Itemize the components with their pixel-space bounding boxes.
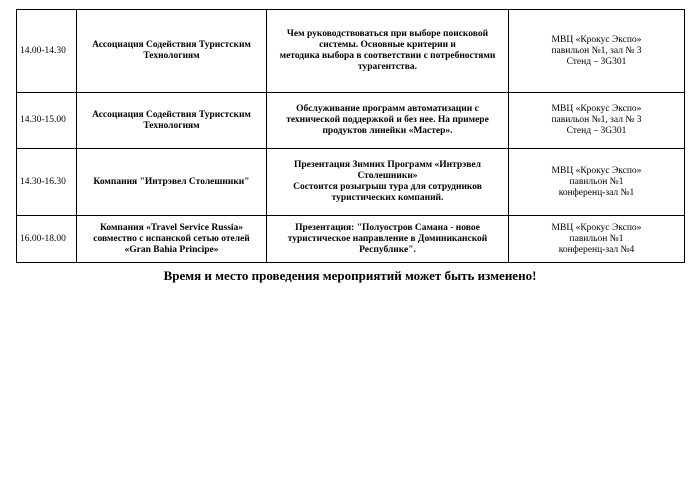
topic-line: Презентация: "Полуостров Самана - новое xyxy=(295,222,480,233)
topic-cell xyxy=(267,216,509,263)
organizer-line: Ассоциация Содействия Туристским xyxy=(92,109,251,120)
topic-line: Состоится розыгрыш тура для сотрудников xyxy=(293,182,482,192)
topic-line: Чем руководствоваться при выборе поисковой xyxy=(286,29,489,39)
organizer-line: Технологиям xyxy=(143,51,200,61)
venue-line: МВЦ «Крокус Экспо» xyxy=(551,34,642,45)
time-cell: 14.00-14.30 xyxy=(17,10,77,93)
organizer-line: «Gran Bahia Principe» xyxy=(124,244,219,255)
organizer-line: Компания "Интрэвел Столешники" xyxy=(93,176,250,187)
organizer-line: Технологиям xyxy=(143,120,200,131)
venue-line: павильон №1 xyxy=(569,233,624,244)
organizer-line: совместно с испанской сетью отелей xyxy=(93,233,250,244)
venue-cell xyxy=(509,10,685,93)
organizer-line: Ассоциация Содействия Туристским xyxy=(92,40,251,50)
topic-line: туристических компаний. xyxy=(331,193,444,203)
topic-line: методика выбора в соответствии с потребностями xyxy=(279,51,496,61)
table-row xyxy=(17,93,685,149)
time-cell: 14.30-16.30 xyxy=(17,149,77,216)
venue-line: Стенд – 3G301 xyxy=(566,56,627,67)
organizer-cell xyxy=(77,216,267,263)
venue-line: конференц-зал №1 xyxy=(558,187,635,198)
topic-cell xyxy=(267,93,509,149)
organizer-line: Компания «Travel Service Russia» xyxy=(99,222,244,233)
topic-cell xyxy=(267,10,509,93)
topic-line: Обслуживание программ автоматизации с xyxy=(296,104,479,114)
venue-line: МВЦ «Крокус Экспо» xyxy=(551,165,642,176)
schedule-table xyxy=(16,9,685,263)
topic-line: технической поддержкой и без нее. На примере xyxy=(286,115,489,125)
time-cell: 14.30-15.00 xyxy=(17,93,77,149)
topic-line: турагентства. xyxy=(357,62,418,72)
organizer-cell xyxy=(77,149,267,216)
topic-line: Презентация Зимних Программ «Интрэвел xyxy=(294,160,481,170)
venue-line: Стенд – 3G301 xyxy=(566,126,627,136)
venue-line: павильон №1, зал № 3 xyxy=(551,45,642,56)
venue-line: павильон №1 xyxy=(569,176,624,187)
organizer-cell xyxy=(77,10,267,93)
venue-line: конференц-зал №4 xyxy=(558,244,635,255)
venue-cell xyxy=(509,93,685,149)
venue-cell xyxy=(509,149,685,216)
topic-line: продуктов линейки «Мастер». xyxy=(322,126,453,136)
topic-cell xyxy=(267,149,509,216)
table-row xyxy=(17,149,685,216)
topic-line: Республике". xyxy=(359,244,416,255)
organizer-cell xyxy=(77,93,267,149)
venue-line: павильон №1, зал № 3 xyxy=(551,115,642,125)
topic-line: Столешники» xyxy=(357,171,418,181)
schedule-change-notice: Время и место проведения мероприятий может быть изменено! xyxy=(163,268,537,283)
time-cell: 16.00-18.00 xyxy=(17,216,77,263)
topic-line: системы. Основные критерии и xyxy=(319,40,456,50)
venue-line: МВЦ «Крокус Экспо» xyxy=(551,222,642,233)
topic-line: туристическое направление в Доминиканской xyxy=(287,233,488,244)
table-row xyxy=(17,10,685,93)
table-row xyxy=(17,216,685,263)
venue-cell xyxy=(509,216,685,263)
venue-line: МВЦ «Крокус Экспо» xyxy=(551,104,642,114)
